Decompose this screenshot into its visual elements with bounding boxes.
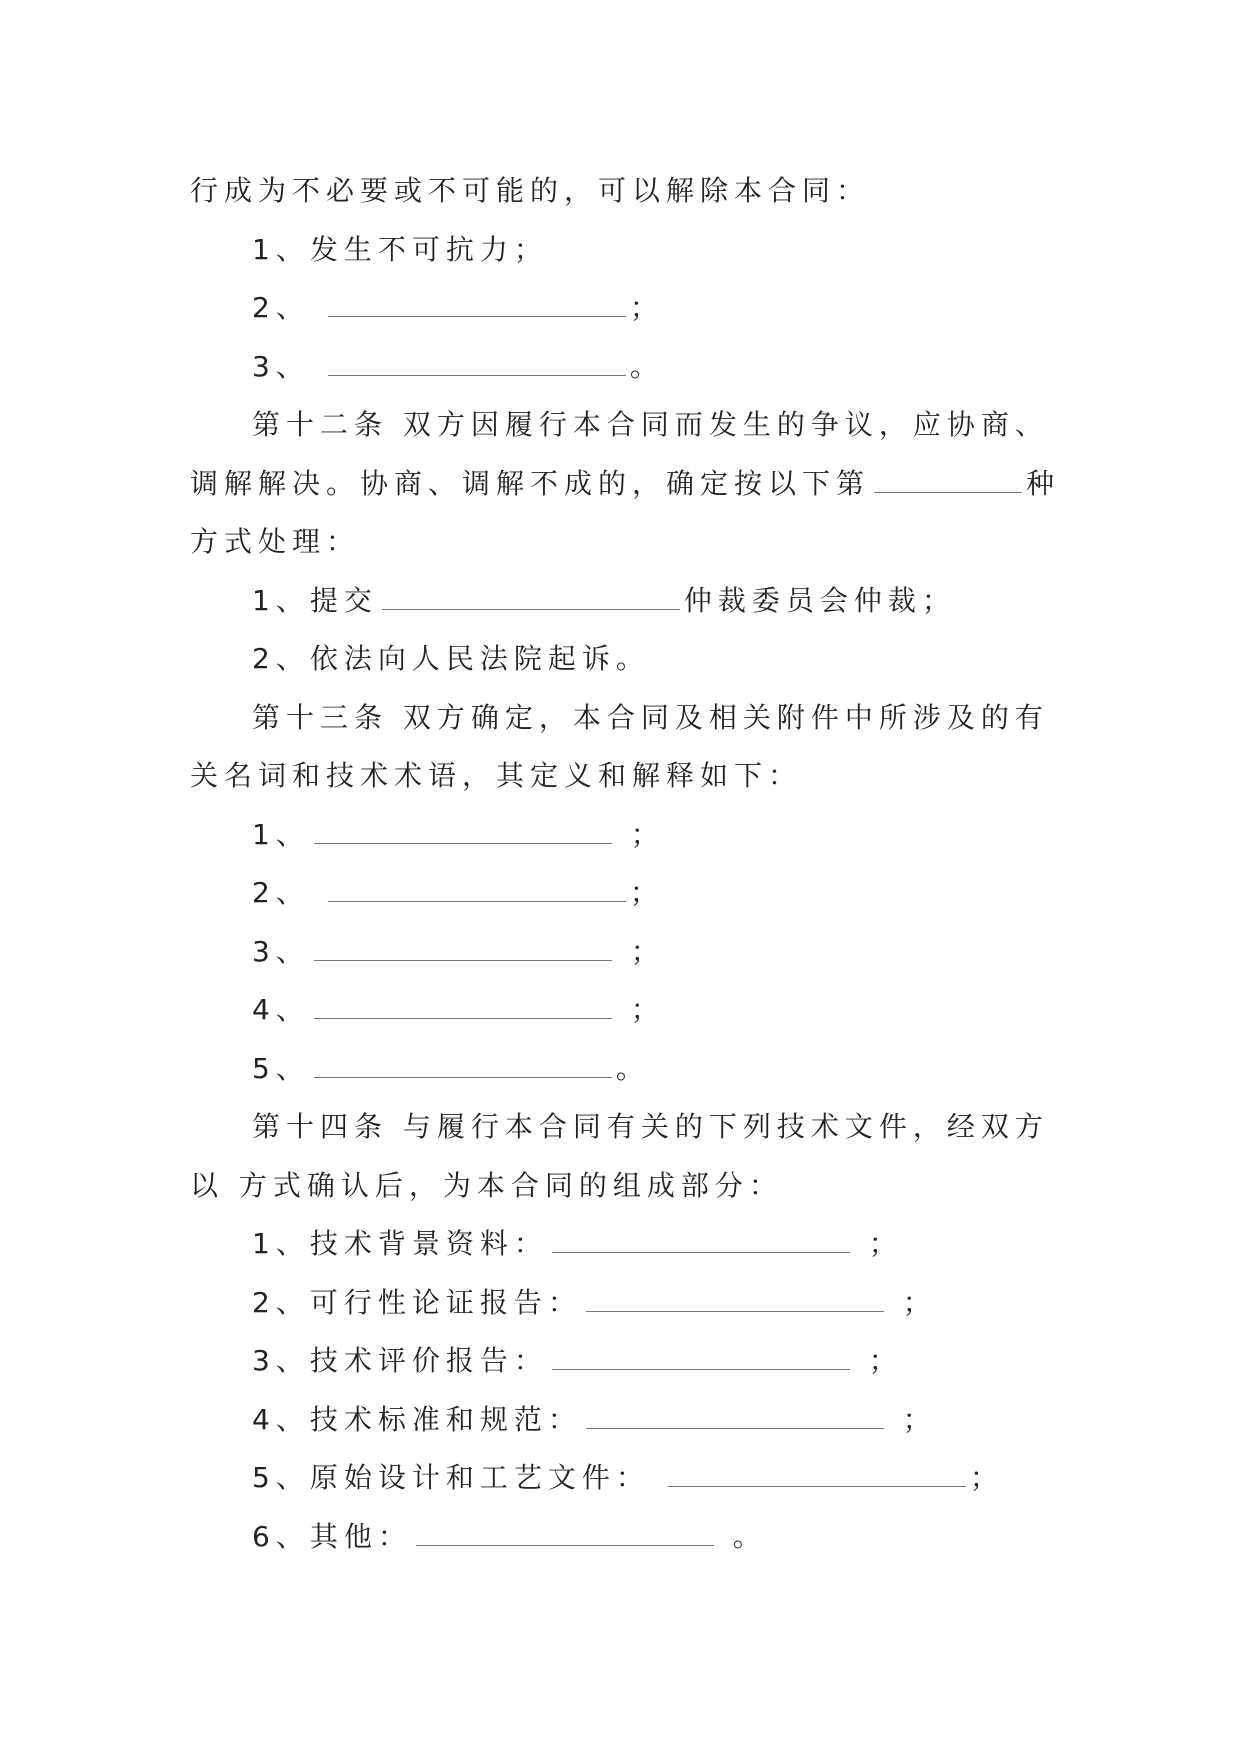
list-item — [190, 572, 1060, 631]
article-heading-line — [190, 1098, 1060, 1157]
fill-in-blank[interactable] — [586, 1406, 884, 1429]
fill-in-blank[interactable] — [668, 1464, 966, 1487]
line-text: 3、技术评价报告： — [252, 1344, 548, 1377]
text-line — [190, 747, 1060, 806]
list-item — [190, 1332, 1060, 1391]
line-text: 4、技术标准和规范： — [252, 1402, 582, 1436]
line-text: 1、发生不可抗力； — [252, 232, 548, 266]
list-item — [190, 864, 1060, 923]
fill-in-blank[interactable] — [314, 1055, 612, 1078]
line-text: ； — [887, 1402, 937, 1436]
line-text: 5、 — [252, 1051, 310, 1085]
line-text: 3、 — [252, 349, 310, 383]
line-text: ； — [853, 1227, 903, 1260]
list-item — [190, 630, 1060, 689]
line-text: ； — [629, 291, 664, 324]
fill-in-blank[interactable] — [314, 938, 612, 961]
fill-in-blank[interactable] — [552, 1230, 850, 1253]
fill-in-blank[interactable] — [314, 821, 612, 844]
line-text: 种 — [1026, 466, 1061, 500]
line-text: 以 方式确认后，为本合同的组成部分： — [190, 1168, 783, 1202]
line-text: ； — [615, 993, 665, 1026]
article-heading-line — [190, 396, 1060, 455]
list-item — [190, 1449, 1060, 1508]
line-text: 2、可行性论证报告： — [252, 1285, 582, 1319]
list-item — [190, 221, 1060, 280]
list-item — [190, 1508, 1060, 1567]
line-text: ； — [615, 817, 665, 851]
fill-in-blank[interactable] — [874, 470, 1022, 493]
line-text: 2、依法向人民法院起诉。 — [252, 642, 650, 675]
line-text: 1、提交 — [252, 583, 378, 617]
line-text: 第十四条 与履行本合同有关的下列技术文件，经双方 — [252, 1110, 1049, 1143]
line-text: 2、 — [252, 876, 310, 909]
fill-in-blank[interactable] — [416, 1523, 714, 1546]
text-line — [190, 455, 1060, 514]
list-item — [190, 923, 1060, 982]
line-text: 3、 — [252, 934, 310, 968]
fill-in-blank[interactable] — [328, 353, 626, 376]
list-item — [190, 1391, 1060, 1450]
list-item — [190, 279, 1060, 338]
line-text: 1、 — [252, 817, 310, 851]
line-text: 关名词和技术术语，其定义和解释如下： — [190, 759, 803, 792]
line-text: ； — [887, 1285, 937, 1319]
text-line — [190, 513, 1060, 572]
line-text: 。 — [629, 349, 664, 383]
line-text: 2、 — [252, 291, 310, 324]
article-heading-line — [190, 689, 1060, 748]
list-item — [190, 1274, 1060, 1333]
fill-in-blank[interactable] — [586, 1289, 884, 1312]
line-text: 。 — [717, 1519, 767, 1553]
fill-in-blank[interactable] — [328, 294, 626, 317]
line-text: 调解解决。协商、调解不成的，确定按以下第 — [190, 466, 871, 500]
line-text: ； — [629, 876, 664, 909]
text-line — [190, 1157, 1060, 1216]
fill-in-blank[interactable] — [328, 879, 626, 902]
line-text: 方式处理： — [190, 525, 361, 558]
list-item — [190, 1215, 1060, 1274]
line-text: 1、技术背景资料： — [252, 1227, 548, 1260]
line-text: ； — [853, 1344, 903, 1377]
fill-in-blank[interactable] — [382, 587, 680, 610]
line-text: 。 — [615, 1051, 650, 1085]
line-text: 5、原始设计和工艺文件： — [252, 1461, 650, 1494]
contract-text — [190, 162, 1060, 1566]
list-item — [190, 1040, 1060, 1099]
fill-in-blank[interactable] — [314, 996, 612, 1019]
line-text: 第十三条 双方确定，本合同及相关附件中所涉及的有 — [252, 700, 1049, 734]
fill-in-blank[interactable] — [552, 1347, 850, 1370]
list-item — [190, 806, 1060, 865]
line-text: 仲裁委员会仲裁； — [683, 583, 956, 617]
line-text: ； — [969, 1461, 1004, 1494]
list-item — [190, 981, 1060, 1040]
list-item — [190, 338, 1060, 397]
line-text: 4、 — [252, 993, 310, 1026]
text-line — [190, 162, 1060, 221]
line-text: ； — [615, 934, 665, 968]
line-text: 第十二条 双方因履行本合同而发生的争议，应协商、 — [252, 408, 1049, 441]
line-text: 6、其他： — [252, 1519, 412, 1553]
line-text: 行成为不必要或不可能的，可以解除本合同： — [190, 174, 871, 207]
